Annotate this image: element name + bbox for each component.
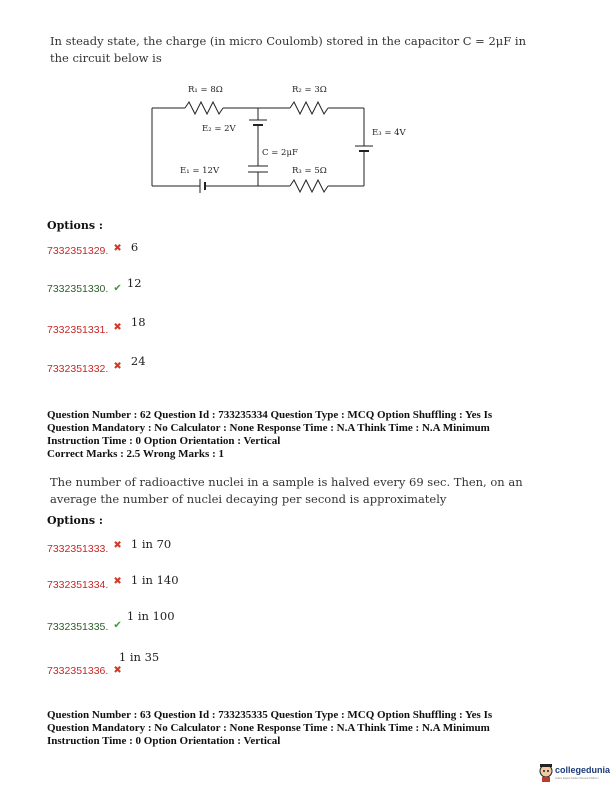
q62-header-line2: Question Mandatory : No Calculator : None Response Time : N.A Think Time : N.A Minimum — [47, 422, 490, 434]
logo-tagline: India's largest Student Review Platform — [555, 777, 599, 780]
q62-text — [50, 474, 570, 508]
option-value: 6 — [130, 240, 139, 254]
option-id: 7332351334. — [47, 579, 109, 591]
check-icon: ✔ — [113, 620, 122, 631]
q61-option-4[interactable] — [47, 350, 146, 375]
option-value: 1 in 100 — [126, 609, 175, 623]
q62-header — [47, 409, 567, 461]
check-icon: ✔ — [113, 283, 122, 294]
wrong-icon: ✖ — [113, 665, 122, 676]
r1-label: R₁ = 8Ω — [188, 85, 223, 95]
q61-text — [50, 33, 570, 67]
option-id: 7332351335. — [47, 621, 109, 633]
option-id: 7332351332. — [47, 363, 109, 375]
q62-option-3[interactable] — [47, 605, 175, 633]
q62-option-1[interactable] — [47, 533, 172, 555]
q61-option-1[interactable] — [47, 236, 138, 255]
r3-label: R₃ = 5Ω — [292, 166, 327, 176]
mascot-icon — [538, 762, 554, 782]
c-label: C = 2μF — [262, 148, 298, 158]
q61-text-line1: In steady state, the charge (in micro Coulomb) stored in the capacitor C = 2μF in — [50, 34, 526, 48]
option-id: 7332351329. — [47, 245, 109, 257]
q62-text-line2: average the number of nuclei decaying per second is approximately — [50, 492, 447, 506]
option-id: 7332351333. — [47, 543, 109, 555]
q62-options-label: Options : — [47, 514, 103, 527]
q62-marks: Correct Marks : 2.5 Wrong Marks : 1 — [47, 448, 224, 460]
circuit-diagram — [140, 74, 420, 208]
option-value: 1 in 140 — [130, 573, 179, 587]
wrong-icon: ✖ — [113, 322, 122, 333]
q63-header-line1: Question Number : 63 Question Id : 733235335 Question Type : MCQ Option Shuffling : Yes Is — [47, 709, 493, 721]
e3-label: E₃ = 4V — [372, 128, 406, 138]
q63-header-line3: Instruction Time : 0 Option Orientation : Vertical — [47, 735, 281, 747]
q62-option-2[interactable] — [47, 569, 179, 591]
option-value: 12 — [126, 276, 142, 290]
option-value: 1 in 35 — [118, 650, 160, 664]
option-id: 7332351330. — [47, 283, 109, 295]
q63-header-line2: Question Mandatory : No Calculator : None Response Time : N.A Think Time : N.A Minimum — [47, 722, 490, 734]
option-id: 7332351336. — [47, 665, 109, 677]
q63-header — [47, 709, 567, 748]
q62-header-line1: Question Number : 62 Question Id : 733235334 Question Type : MCQ Option Shuffling : Yes Is — [47, 409, 493, 421]
wrong-icon: ✖ — [113, 576, 122, 587]
q61-text-line2: the circuit below is — [50, 51, 162, 65]
option-id: 7332351331. — [47, 324, 109, 336]
wrong-icon: ✖ — [113, 243, 122, 254]
collegedunia-logo — [538, 756, 611, 788]
q62-text-line1: The number of radioactive nuclei in a sample is halved every 69 sec. Then, on an — [50, 475, 523, 489]
q61-options-label: Options : — [47, 219, 103, 232]
option-value: 1 in 70 — [130, 537, 172, 551]
logo-name: collegedunia — [555, 765, 611, 775]
r2-label: R₂ = 3Ω — [292, 85, 327, 95]
q62-option-4[interactable] — [47, 646, 167, 677]
q61-option-2[interactable] — [47, 272, 142, 295]
q62-header-line3: Instruction Time : 0 Option Orientation : Vertical — [47, 435, 281, 447]
option-value: 18 — [130, 315, 146, 329]
wrong-icon: ✖ — [113, 540, 122, 551]
e2-label: E₂ = 2V — [202, 124, 236, 134]
e1-label: E₁ = 12V — [180, 166, 220, 176]
q61-option-3[interactable] — [47, 311, 146, 336]
option-value: 24 — [130, 354, 146, 368]
wrong-icon: ✖ — [113, 361, 122, 372]
